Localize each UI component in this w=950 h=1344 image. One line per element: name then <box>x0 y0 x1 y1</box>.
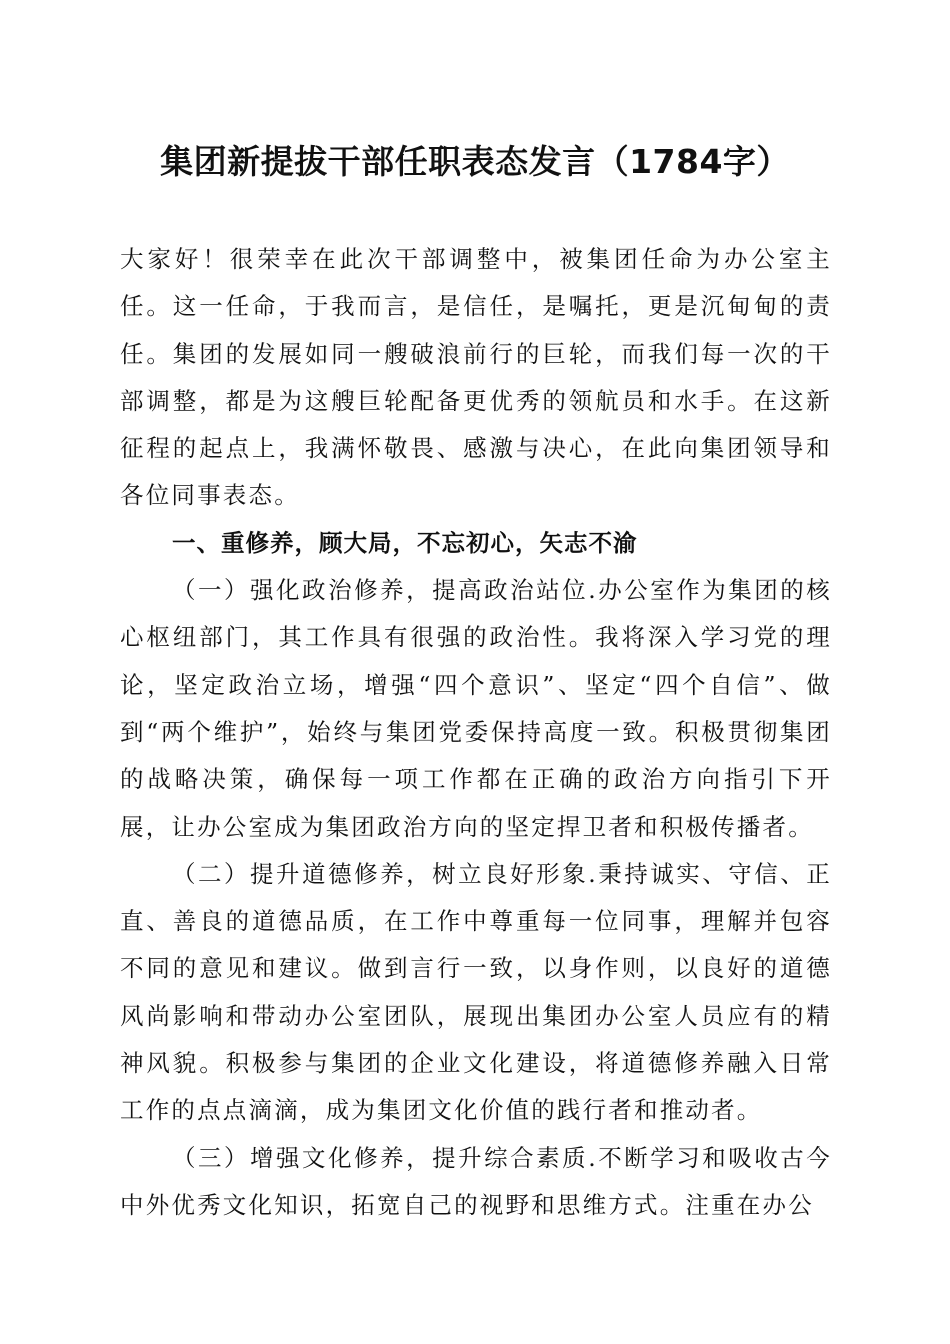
sub-paragraph-lead: （一）强化政治修养，提高政治站位. <box>172 576 598 605</box>
sub-paragraph-text: 办公室作为集团的核心枢纽部门，其工作具有很强的政治性。我将深入学习党的理论，坚定政治立场，增强“四个意识”、坚定“四个自信”、做到“两个维护”，始终与集团党委保持高度一致。积极贯彻集团的战略决策，确保每一项工作都在正确的政治方向指引下开展，让办公室成为集团政治方向的坚定捍卫者和积极传播者。 <box>120 576 832 841</box>
sub-paragraph-text: 秉持诚实、守信、正直、善良的道德品质，在工作中尊重每一位同事，理解并包容不同的意见和建议。做到言行一致，以身作则，以良好的道德风尚影响和带动办公室团队，展现出集团办公室人员应有的精神风貌。积极参与集团的企业文化建设，将道德修养融入日常工作的点点滴滴，成为集团文化价值的践行者和推动者。 <box>120 859 832 1125</box>
sub-paragraph-2 <box>120 851 832 1135</box>
sub-paragraph-text: 不断学习和吸收古今中外优秀文化知识，拓宽自己的视野和思维方式。注重在办公 <box>120 1143 832 1219</box>
document-title: 集团新提拔干部任职表态发言（1784字） <box>160 142 790 181</box>
sub-paragraph-3 <box>120 1135 832 1230</box>
intro-paragraph: 大家好！很荣幸在此次干部调整中，被集团任命为办公室主任。这一任命，于我而言，是信任，是嘱托，更是沉甸甸的责任。集团的发展如同一艘破浪前行的巨轮，而我们每一次的干部调整，都是为这艘巨轮配备更优秀的领航员和水手。在这新征程的起点上，我满怀敬畏、感激与决心，在此向集团领导和各位同事表态。 <box>120 245 832 510</box>
sub-paragraph-lead: （三）增强文化修养，提升综合素质. <box>172 1143 598 1172</box>
section-heading: 一、重修养，顾大局，不忘初心，矢志不渝 <box>172 528 638 557</box>
document-body <box>120 236 832 1229</box>
sub-paragraph-lead: （二）提升道德修养，树立良好形象. <box>172 859 598 888</box>
sub-paragraph-1 <box>120 567 832 851</box>
